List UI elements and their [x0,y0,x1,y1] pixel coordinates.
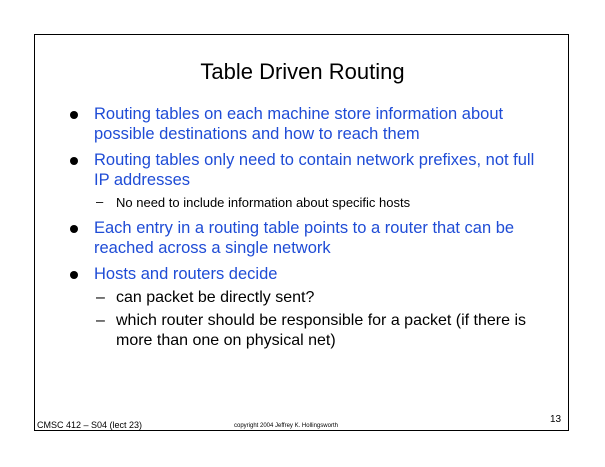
sub-bullet-text: which router should be responsible for a packet (if there is more than one on physical net) [116,312,526,349]
dash-icon: – [96,194,104,209]
sub-bullet-list [94,194,540,212]
bullet-text: Hosts and routers decide [94,265,278,283]
bullet-item [70,104,540,144]
bullet-dot-icon [70,157,78,165]
footer-course: CMSC 412 – S04 (lect 23) [37,420,143,430]
footer-copyright: copyright 2004 Jeffrey K. Hollingsworth [234,423,338,429]
bullet-dot-icon [70,225,78,233]
bullet-item [70,218,540,258]
bullet-item [70,264,540,351]
bullet-dot-icon [70,271,78,279]
bullet-text: Routing tables only need to contain network prefixes, not full IP addresses [94,151,535,189]
sub-bullet-item [94,194,540,212]
sub-bullet-text: No need to include information about specific hosts [116,195,411,210]
bullet-text: Each entry in a routing table points to a router that can be reached across a single network [94,219,515,257]
sub-bullet-list [94,288,540,351]
bullet-dot-icon [70,111,78,119]
bullet-item [70,150,540,212]
slide-title: Table Driven Routing [200,59,405,84]
sub-bullet-text: can packet be directly sent? [116,289,315,306]
page-number: 13 [550,414,562,425]
sub-bullet-item [94,311,540,351]
bullet-list [70,104,540,357]
sub-bullet-item [94,288,540,308]
dash-icon: – [96,289,105,306]
bullet-text: Routing tables on each machine store information about possible destinations and how to reach them [94,105,504,143]
dash-icon: – [96,312,105,329]
